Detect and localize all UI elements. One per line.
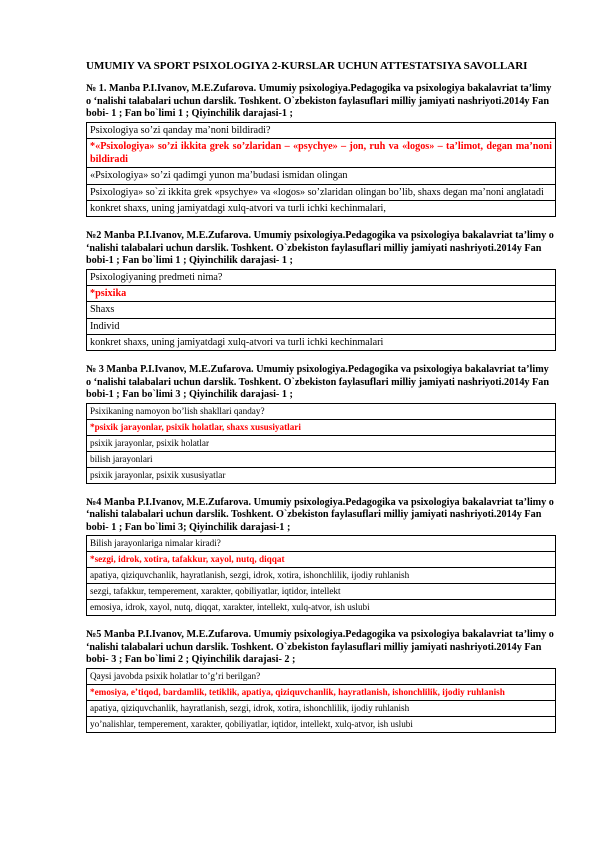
question-source-header: №4 Manba P.I.Ivanov, M.E.Zufarova. Umumiy psixologiya.Pedagogika va psixologiya bakalavriat ta’limy o ‘nalishi talabalari uchun darslik. Toshkent. O`zbekiston faylasuflari milliy jamiyati nashriyoti.2014y Fan bobi- 1 ; Fan bo`limi 3; Qiyinchilik darajasi-1 ; <box>86 496 554 533</box>
question-text: Qaysi javobda psixik holatlar to’g’ri berilgan? <box>87 668 556 684</box>
table-row <box>87 684 556 700</box>
table-row <box>87 419 556 435</box>
question-source-header: №2 Manba P.I.Ivanov, M.E.Zufarova. Umumiy psixologiya.Pedagogika va psixologiya bakalavriat ta’limy o ‘nalishi talabalari uchun darslik. Toshkent. O`zbekiston faylasuflari milliy jamiyati nashriyoti.2014y Fan bobi-1 ; Fan bo`limi 1 ; Qiyinchilik darajasi- 1 ; <box>86 230 554 267</box>
question-source-header: № 1. Manba P.I.Ivanov, M.E.Zufarova. Umumiy psixologiya.Pedagogika va psixologiya bakalavriat ta’limy o ‘nalishi talabalari uchun darslik. Toshkent. O`zbekiston faylasuflari milliy jamiyati nashriyoti.2014y Fan bobi- 1 ; Fan bo`limi 1 ; Qiyinchilik darajasi-1 ; <box>86 83 552 119</box>
correct-answer: *«Psixologiya» so’zi ikkita grek so’zlaridan – «psychye» – jon, ruh va «logos» – ta’limot, degan ma’noni bildiradi <box>87 138 556 168</box>
question-block-2 <box>86 230 556 351</box>
table-row <box>87 552 556 568</box>
correct-answer: *psixika <box>87 286 556 302</box>
table-row <box>87 451 556 467</box>
table-row <box>87 668 556 684</box>
correct-answer: *sezgi, idrok, xotira, tafakkur, xayol, nutq, diqqat <box>87 552 556 568</box>
answer-option: konkret shaxs, uning jamiyatdagi xulq-atvori va turli ichki kechinmalari <box>87 334 556 350</box>
answer-table <box>86 535 556 616</box>
answer-option: emosiya, idrok, xayol, nutq, diqqat, xarakter, intellekt, xulq-atvor, ish uslubi <box>87 600 556 616</box>
question-block-5 <box>86 629 556 733</box>
table-row <box>87 168 556 184</box>
question-block-3 <box>86 364 556 484</box>
answer-option: Shaxs <box>87 302 556 318</box>
table-row <box>87 286 556 302</box>
answer-table <box>86 668 556 733</box>
answer-option: psixik jarayonlar, psixik xususiyatlar <box>87 467 556 483</box>
table-row <box>87 318 556 334</box>
answer-option: sezgi, tafakkur, temperement, xarakter, qobiliyatlar, iqtidor, intellekt <box>87 584 556 600</box>
question-text: Psixikaning namoyon bo’lish shakllari qanday? <box>87 403 556 419</box>
answer-table <box>86 403 556 484</box>
question-text: Psixologiyaning predmeti nima? <box>87 269 556 285</box>
answer-option: Individ <box>87 318 556 334</box>
table-row <box>87 568 556 584</box>
question-block-4 <box>86 497 556 617</box>
question-text: Bilish jarayonlariga nimalar kiradi? <box>87 536 556 552</box>
table-row <box>87 536 556 552</box>
table-row <box>87 269 556 285</box>
table-row <box>87 334 556 350</box>
table-row <box>87 467 556 483</box>
correct-answer: *emosiya, e’tiqod, bardamlik, tetiklik, apatiya, qiziquvchanlik, hayratlanish, ishonchlilik, ijodiy ruhlanish <box>87 684 556 700</box>
answer-option: psixik jarayonlar, psixik holatlar <box>87 435 556 451</box>
answer-option: Psixologiya» so`zi ikkita grek «psychye» va «logos» so’zlaridan olingan bo’lib, shaxs degan ma’noni anglatadi <box>87 184 556 200</box>
answer-option: «Psixologiya» so’zi qadimgi yunon ma’budasi ismidan olingan <box>87 168 556 184</box>
question-block-1 <box>86 83 556 217</box>
answer-option: yo’nalishlar, temperement, xarakter, qobiliyatlar, iqtidor, intellekt, xulq-atvor, ish uslubi <box>87 716 556 732</box>
answer-option: konkret shaxs, uning jamiyatdagi xulq-atvori va turli ichki kechinmalari, <box>87 200 556 216</box>
table-row <box>87 700 556 716</box>
answer-option: apatiya, qiziquvchanlik, hayratlanish, sezgi, idrok, xotira, ishonchlilik, ijodiy ruhlanish <box>87 700 556 716</box>
table-row <box>87 584 556 600</box>
question-source-header: №5 Manba P.I.Ivanov, M.E.Zufarova. Umumiy psixologiya.Pedagogika va psixologiya bakalavriat ta’limy o ‘nalishi talabalari uchun darslik. Toshkent. O`zbekiston faylasuflari milliy jamiyati nashriyoti.2014y Fan bobi- 3 ; Fan bo`limi 2 ; Qiyinchilik darajasi- 2 ; <box>86 629 554 666</box>
document-page <box>86 58 556 746</box>
table-row <box>87 302 556 318</box>
table-row <box>87 435 556 451</box>
table-row <box>87 200 556 216</box>
answer-table <box>86 122 556 218</box>
answer-option: apatiya, qiziquvchanlik, hayratlanish, sezgi, idrok, xotira, ishonchlilik, ijodiy ruhlanish <box>87 568 556 584</box>
correct-answer: *psixik jarayonlar, psixik holatlar, shaxs xususiyatlari <box>87 419 556 435</box>
question-source-header: № 3 Manba P.I.Ivanov, M.E.Zufarova. Umumiy psixologiya.Pedagogika va psixologiya bakalavriat ta’limy o ‘nalishi talabalari uchun darslik. Toshkent. O`zbekiston faylasuflari milliy jamiyati nashriyoti.2014y Fan bobi-1 ; Fan bo`limi 3 ; Qiyinchilik darajasi- 1 ; <box>86 364 550 401</box>
table-row <box>87 403 556 419</box>
table-row <box>87 138 556 168</box>
table-row <box>87 122 556 138</box>
document-title: UMUMIY VA SPORT PSIXOLOGIYA 2-KURSLAR UCHUN ATTESTATSIYA SAVOLLARI <box>86 60 528 72</box>
answer-option: bilish jarayonlari <box>87 451 556 467</box>
answer-table <box>86 269 556 351</box>
table-row <box>87 716 556 732</box>
question-text: Psixologiya so’zi qanday ma’noni bildiradi? <box>87 122 556 138</box>
table-row <box>87 184 556 200</box>
table-row <box>87 600 556 616</box>
